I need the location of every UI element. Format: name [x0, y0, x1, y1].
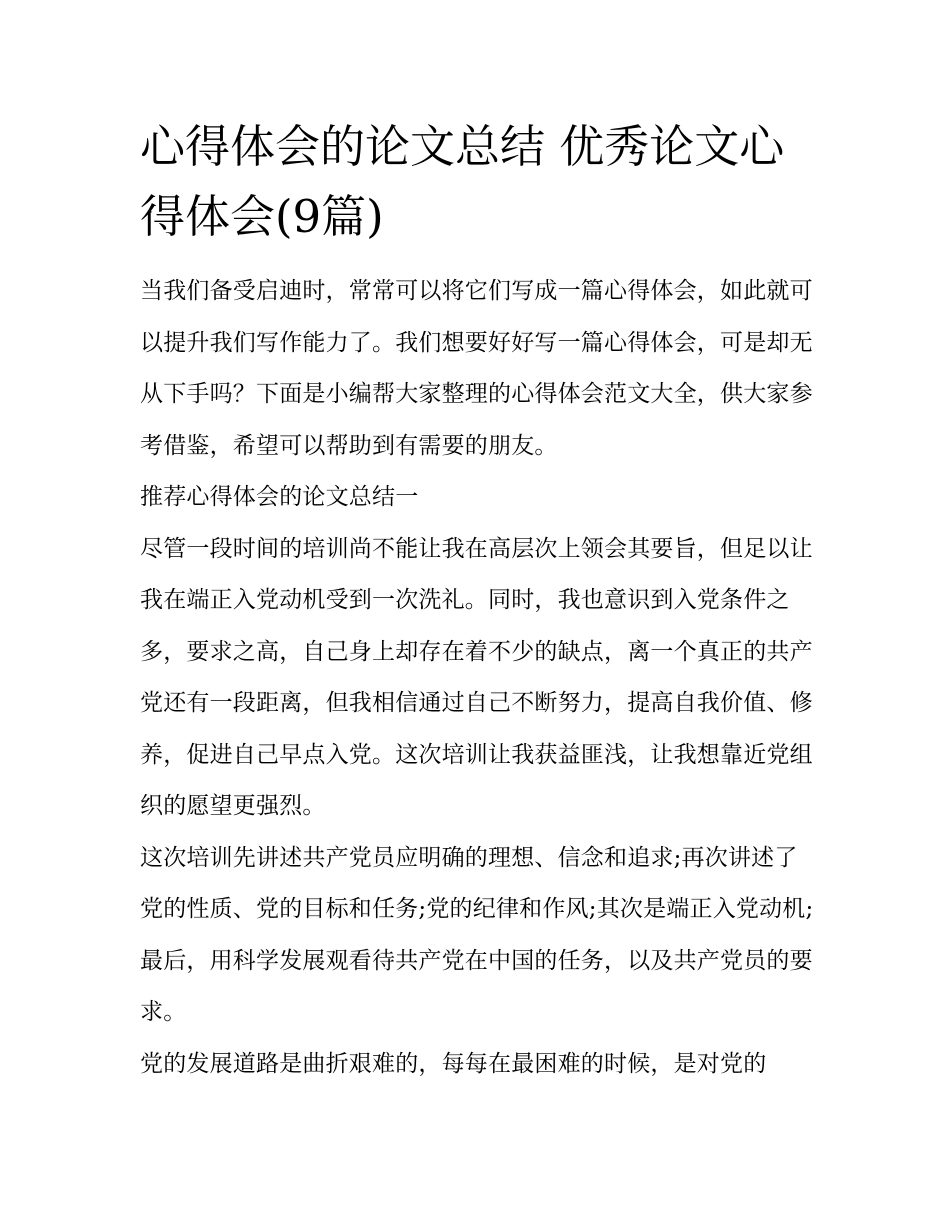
- intro-paragraph: 当我们备受启迪时，常常可以将它们写成一篇心得体会，如此就可以提升我们写作能力了。我们想要好好写一篇心得体会，可是却无从下手吗？下面是小编帮大家整理的心得体会范文大全，供大家参考借鉴，希望可以帮助到有需要的朋友。: [140, 278, 813, 459]
- document-body: [140, 112, 820, 1090]
- body-paragraph: 这次培训先讲述共产党员应明确的理想、信念和追求;再次讲述了党的性质、党的目标和任务;党的纪律和作风;其次是端正入党动机;最后，用科学发展观看待共产党在中国的任务，以及共产党员的要求。: [140, 844, 814, 1025]
- section-heading: 推荐心得体会的论文总结一: [140, 484, 419, 510]
- body-paragraph: 党的发展道路是曲折艰难的，每每在最困难的时候，是对党的: [140, 1050, 767, 1077]
- body-paragraph: 尽管一段时间的培训尚不能让我在高层次上领会其要旨，但足以让我在端正入党动机受到一次洗礼。同时，我也意识到入党条件之多，要求之高，自己身上却存在着不少的缺点，离一个真正的共产党还有一段距离，但我相信通过自己不断努力，提高自我价值、修养，促进自己早点入党。这次培训让我获益匪浅，让我想靠近党组织的愿望更强烈。: [140, 535, 813, 819]
- document-title: 心得体会的论文总结 优秀论文心得体会(9篇): [140, 120, 785, 243]
